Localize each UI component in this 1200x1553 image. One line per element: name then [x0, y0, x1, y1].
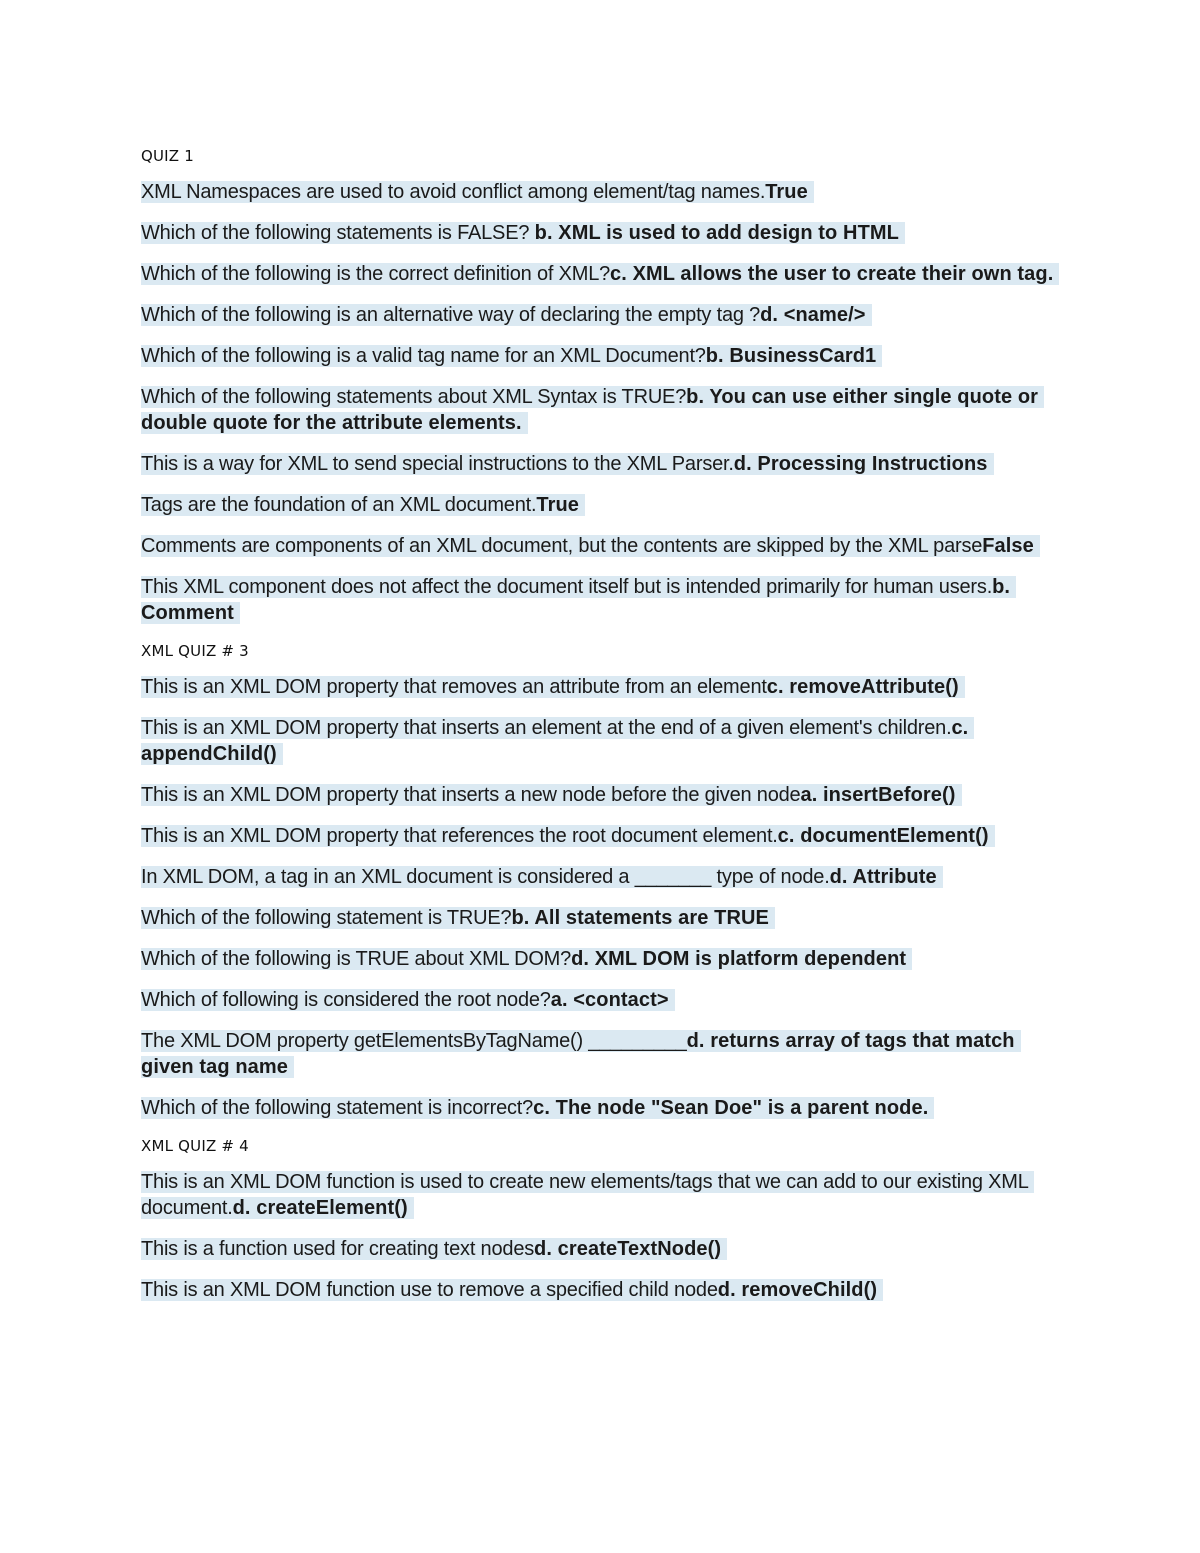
answer-text: b. All statements are TRUE — [511, 907, 769, 929]
question-text: This XML component does not affect the document itself but is intended primarily for human users. — [141, 576, 993, 598]
question-item — [141, 574, 1061, 626]
question-item — [141, 674, 1061, 700]
question-text: This is an XML DOM property that inserts a new node before the given node — [141, 784, 801, 806]
answer-text: c. appendChild() — [141, 717, 969, 765]
question-item — [141, 715, 1061, 767]
question-item — [141, 261, 1061, 287]
answer-text: True — [765, 181, 808, 203]
question-item — [141, 384, 1061, 436]
question-text: Which of the following statements about XML Syntax is TRUE? — [141, 386, 687, 408]
question-text: Which of the following statements is FALSE? — [141, 222, 535, 244]
question-text: Which of the following is the correct definition of XML? — [141, 263, 611, 285]
answer-text: b. Comment — [141, 576, 1011, 624]
answer-text: a. <contact> — [550, 989, 669, 1011]
question-item — [141, 302, 1061, 328]
answer-text: c. XML allows the user to create their own tag. — [610, 263, 1054, 285]
answer-text: c. documentElement() — [777, 825, 989, 847]
question-text: This is an XML DOM function use to remove a specified child node — [141, 1279, 718, 1301]
question-item — [141, 451, 1061, 477]
answer-text: d. XML DOM is platform dependent — [571, 948, 907, 970]
question-text: This is an XML DOM property that removes an attribute from an element — [141, 676, 767, 698]
document-page — [141, 140, 1061, 1318]
question-text: This is an XML DOM function is used to create new elements/tags that we can add to our existing XML document. — [141, 1171, 1028, 1219]
answer-text: d. <name/> — [760, 304, 866, 326]
question-item — [141, 987, 1061, 1013]
question-text: Which of the following statement is incorrect? — [141, 1097, 534, 1119]
question-text: XML Namespaces are used to avoid conflict among element/tag names. — [141, 181, 766, 203]
answer-text: c. The node "Sean Doe" is a parent node. — [533, 1097, 929, 1119]
answer-text: b. You can use either single quote or double quote for the attribute elements. — [141, 386, 1039, 434]
answer-text: d. createTextNode() — [534, 1238, 722, 1260]
question-text: This is a way for XML to send special instructions to the XML Parser. — [141, 453, 734, 475]
question-item — [141, 1028, 1061, 1080]
question-text: Comments are components of an XML document, but the contents are skipped by the XML parse — [141, 535, 983, 557]
question-item — [141, 905, 1061, 931]
answer-text: True — [536, 494, 580, 516]
answer-text: False — [982, 535, 1034, 557]
answer-text: d. removeChild() — [717, 1279, 878, 1301]
question-text: Which of the following statement is TRUE? — [141, 907, 512, 929]
section-heading-quiz-3: XML QUIZ # 3 — [141, 642, 249, 660]
answer-text: a. insertBefore() — [800, 784, 956, 806]
question-text: The XML DOM property getElementsByTagName() _________ — [141, 1030, 687, 1052]
answer-text: d. Processing Instructions — [733, 453, 988, 475]
answer-text: b. XML is used to add design to HTML — [534, 222, 899, 244]
question-text: Tags are the foundation of an XML document. — [141, 494, 537, 516]
question-item — [141, 782, 1061, 808]
question-text: Which of the following is an alternative way of declaring the empty tag ? — [141, 304, 761, 326]
answer-text: d. returns array of tags that match given tag name — [141, 1030, 1015, 1078]
question-item — [141, 946, 1061, 972]
question-item — [141, 1277, 1061, 1303]
answer-text: d. createElement() — [232, 1197, 408, 1219]
question-item — [141, 533, 1061, 559]
question-text: In XML DOM, a tag in an XML document is considered a _______ type of node. — [141, 866, 830, 888]
question-text: This is an XML DOM property that inserts an element at the end of a given element's children. — [141, 717, 952, 739]
section-heading-quiz-4: XML QUIZ # 4 — [141, 1137, 249, 1155]
section-heading-quiz-1: QUIZ 1 — [141, 147, 194, 165]
question-item — [141, 1095, 1061, 1121]
question-item — [141, 1236, 1061, 1262]
question-item — [141, 1169, 1061, 1221]
answer-text: c. removeAttribute() — [766, 676, 959, 698]
question-item — [141, 220, 1061, 246]
question-item — [141, 343, 1061, 369]
question-item — [141, 492, 1061, 518]
answer-text: b. BusinessCard1 — [705, 345, 877, 367]
question-item — [141, 179, 1061, 205]
question-text: This is an XML DOM property that references the root document element. — [141, 825, 778, 847]
question-text: Which of the following is a valid tag name for an XML Document? — [141, 345, 706, 367]
question-text: Which of the following is TRUE about XML DOM? — [141, 948, 572, 970]
question-text: This is a function used for creating text nodes — [141, 1238, 535, 1260]
question-item — [141, 864, 1061, 890]
question-text: Which of following is considered the root node? — [141, 989, 551, 1011]
answer-text: d. Attribute — [829, 866, 937, 888]
question-item — [141, 823, 1061, 849]
